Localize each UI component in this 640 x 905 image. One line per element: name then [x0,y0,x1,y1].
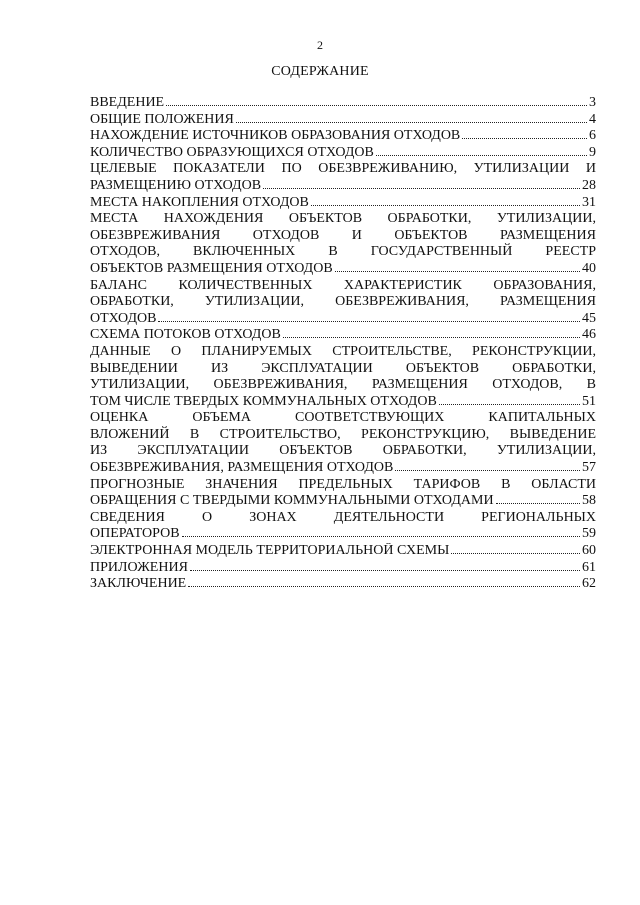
toc-entry [90,112,596,129]
toc-entry-title: РАЗМЕЩЕНИЮ ОТХОДОВ [90,177,262,193]
toc-entry-title: ОБРАЩЕНИЯ С ТВЕРДЫМИ КОММУНАЛЬНЫМИ ОТХОДАМИ [90,493,494,509]
toc-entry-page-number: 6 [589,128,596,144]
toc-dot-leader [451,553,580,554]
toc-entry-last-line [90,178,596,195]
toc-dot-leader [311,205,580,206]
toc-dot-leader [496,503,580,504]
toc-entry-page-number: 45 [582,310,596,326]
toc-entry-title-line: СВЕДЕНИЯ О ЗОНАХ ДЕЯТЕЛЬНОСТИ РЕГИОНАЛЬНЫХ [90,509,596,525]
toc-entry [90,278,596,328]
toc-entry-page-number: 61 [582,559,596,575]
toc-entry-last-line [90,311,596,328]
toc-entry [90,161,596,194]
toc-entry-title-line: ВЛОЖЕНИЙ В СТРОИТЕЛЬСТВО, РЕКОНСТРУКЦИЮ, ВЫВЕДЕНИЕ [90,426,596,442]
toc-entry-last-line [90,145,596,162]
toc-entry-title: ВВЕДЕНИЕ [90,95,165,110]
toc-entry-title-line: ОТХОДОВ, ВКЛЮЧЕННЫХ В ГОСУДАРСТВЕННЫЙ РЕЕСТР [90,244,596,260]
toc-entry [90,410,596,476]
toc-dot-leader [236,122,587,123]
toc-entry-page-number: 59 [582,526,596,542]
toc-entry-last-line [90,560,596,577]
toc-entry-title: ЭЛЕКТРОННАЯ МОДЕЛЬ ТЕРРИТОРИАЛЬНОЙ СХЕМЫ [90,543,450,559]
toc-entry-page-number: 51 [582,393,596,409]
toc-entry-title-line: ИЗ ЭКСПЛУАТАЦИИ ОБЪЕКТОВ ОБРАБОТКИ, УТИЛИЗАЦИИ, [90,443,596,459]
toc-entry-last-line [90,95,596,112]
toc-entry-page-number: 57 [582,460,596,476]
toc-entry-last-line [90,576,596,593]
toc-entry-page-number: 46 [582,327,596,343]
toc-dot-leader [190,570,580,571]
toc-dot-leader [263,188,580,189]
toc-entry-title-line: БАЛАНС КОЛИЧЕСТВЕННЫХ ХАРАКТЕРИСТИК ОБРАЗОВАНИЯ, [90,277,596,293]
toc-entry [90,128,596,145]
toc-entry-page-number: 9 [589,144,596,160]
toc-dot-leader [439,404,580,405]
toc-entry-title: ОПЕРАТОРОВ [90,526,180,542]
toc-entry [90,510,596,543]
page-number: 2 [317,38,323,52]
toc-entry-title: ОБЩИЕ ПОЛОЖЕНИЯ [90,111,234,127]
toc-entry-title-line: ЦЕЛЕВЫЕ ПОКАЗАТЕЛИ ПО ОБЕЗВРЕЖИВАНИЮ, УТИЛИЗАЦИИ И [90,161,596,177]
toc-entry-title: ЗАКЛЮЧЕНИЕ [90,576,187,592]
toc-entry-last-line [90,128,596,145]
toc-entry-title: КОЛИЧЕСТВО ОБРАЗУЮЩИХСЯ ОТХОДОВ [90,144,374,160]
toc-entry [90,543,596,560]
toc-dot-leader [166,105,587,106]
toc-entry [90,344,596,410]
toc-entry [90,95,596,112]
toc-entry-last-line [90,261,596,278]
toc-entry-last-line [90,460,596,477]
toc-entry-title-line: ВЫВЕДЕНИИ ИЗ ЭКСПЛУАТАЦИИ ОБЪЕКТОВ ОБРАБОТКИ, [90,360,596,376]
toc-dot-leader [158,321,580,322]
toc-entry-title: ОБЕЗВРЕЖИВАНИЯ, РАЗМЕЩЕНИЯ ОТХОДОВ [90,460,394,476]
toc-dot-leader [335,271,580,272]
toc-entry-title-line: ОБЕЗВРЕЖИВАНИЯ ОТХОДОВ И ОБЪЕКТОВ РАЗМЕЩЕНИЯ [90,227,596,243]
toc-entry-page-number: 40 [582,260,596,276]
toc-entry-title: ПРИЛОЖЕНИЯ [90,559,188,575]
toc-entry-title-line: ОБРАБОТКИ, УТИЛИЗАЦИИ, ОБЕЗВРЕЖИВАНИЯ, РАЗМЕЩЕНИЯ [90,294,596,310]
toc-entry-title-line: УТИЛИЗАЦИИ, ОБЕЗВРЕЖИВАНИЯ, РАЗМЕЩЕНИЯ ОТХОДОВ, В [90,377,596,393]
toc-entry-last-line [90,394,596,411]
toc-entry [90,560,596,577]
toc-entry [90,211,596,277]
toc-entry [90,576,596,593]
toc-entry-title-line: ОЦЕНКА ОБЪЕМА СООТВЕТСТВУЮЩИХ КАПИТАЛЬНЫХ [90,410,596,426]
toc-dot-leader [395,470,580,471]
toc-entry-last-line [90,543,596,560]
toc-entry-title: ТОМ ЧИСЛЕ ТВЕРДЫХ КОММУНАЛЬНЫХ ОТХОДОВ [90,393,437,409]
toc-entry-last-line [90,526,596,543]
toc-entry-last-line [90,327,596,344]
toc-entry-title: МЕСТА НАКОПЛЕНИЯ ОТХОДОВ [90,194,309,210]
table-of-contents [90,95,596,593]
toc-entry-title: ОТХОДОВ [90,310,157,326]
toc-entry-title-line: ДАННЫЕ О ПЛАНИРУЕМЫХ СТРОИТЕЛЬСТВЕ, РЕКОНСТРУКЦИИ, [90,343,596,359]
toc-dot-leader [182,536,580,537]
toc-entry [90,145,596,162]
toc-dot-leader [188,586,580,587]
toc-entry-page-number: 58 [582,493,596,509]
toc-entry-last-line [90,195,596,212]
toc-dot-leader [462,138,587,139]
toc-entry-page-number: 62 [582,576,596,592]
toc-entry-title: СХЕМА ПОТОКОВ ОТХОДОВ [90,327,281,343]
toc-entry-page-number: 3 [589,95,596,110]
toc-entry [90,195,596,212]
toc-heading: СОДЕРЖАНИЕ [271,64,369,79]
toc-dot-leader [283,337,580,338]
toc-entry-page-number: 60 [582,543,596,559]
toc-dot-leader [376,155,587,156]
toc-entry-last-line [90,112,596,129]
toc-entry-title-line: ПРОГНОЗНЫЕ ЗНАЧЕНИЯ ПРЕДЕЛЬНЫХ ТАРИФОВ В ОБЛАСТИ [90,476,596,492]
toc-entry-page-number: 31 [582,194,596,210]
toc-entry-page-number: 28 [582,177,596,193]
toc-entry-title-line: МЕСТА НАХОЖДЕНИЯ ОБЪЕКТОВ ОБРАБОТКИ, УТИЛИЗАЦИИ, [90,211,596,227]
toc-entry [90,477,596,510]
toc-entry-title: ОБЪЕКТОВ РАЗМЕЩЕНИЯ ОТХОДОВ [90,260,333,276]
toc-entry [90,327,596,344]
toc-entry-last-line [90,493,596,510]
toc-entry-page-number: 4 [589,111,596,127]
toc-entry-title: НАХОЖДЕНИЕ ИСТОЧНИКОВ ОБРАЗОВАНИЯ ОТХОДОВ [90,128,461,144]
